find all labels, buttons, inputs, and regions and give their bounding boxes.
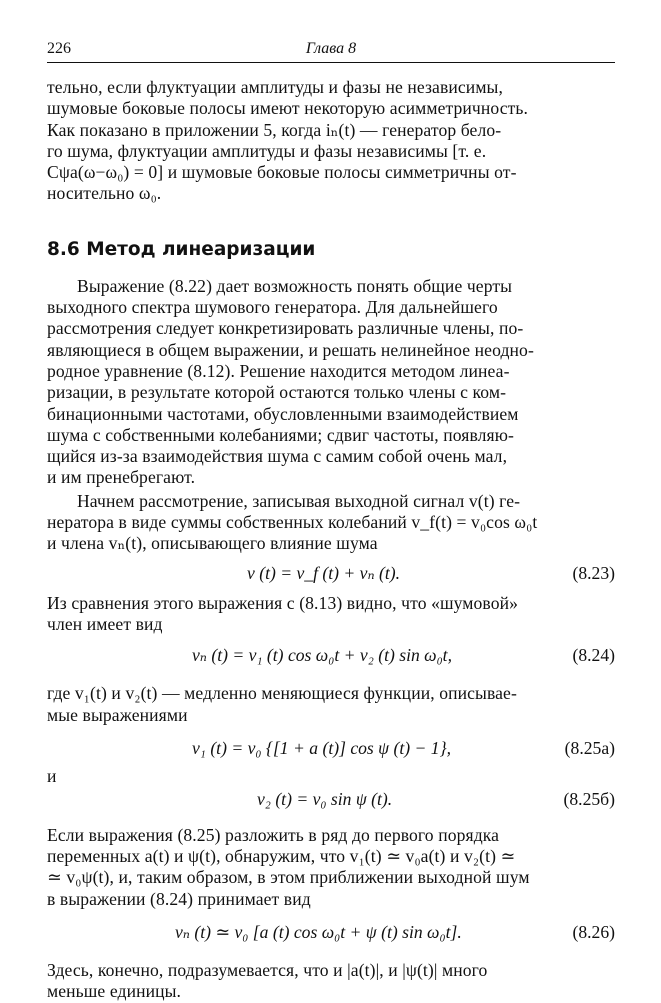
text-line: бинационными частотами, обусловленными взаимодействием [47, 403, 519, 424]
text-line: ризации, в результате которой остаются только члены с ком- [47, 382, 507, 403]
paragraph-4 [47, 683, 615, 726]
text-line: ≃ v₀ψ(t), и, таким образом, в этом приближении выходной шум [47, 867, 530, 888]
text-line: Начнем рассмотрение, записывая выходной сигнал v(t) ге- [77, 490, 521, 511]
text-line: шума с собственными колебаниями; сдвиг частоты, появляю- [47, 424, 514, 445]
intro-paragraph [47, 77, 615, 205]
equation-8-25a [47, 738, 615, 762]
equation-formula: v (t) = v_f (t) + vₙ (t). [247, 562, 400, 583]
equation-formula: vₙ (t) = v₁ (t) cos ω₀t + v₂ (t) sin ω₀t, [192, 645, 452, 666]
equation-number: (8.25б) [563, 788, 615, 809]
text-line: переменных a(t) и ψ(t), обнаружим, что v₁(t) ≃ v₀a(t) и v₂(t) ≃ [47, 846, 516, 867]
text-line: и члена vₙ(t), описывающего влияние шума [47, 533, 378, 554]
text-line: Как показано в приложении 5, когда iₙ(t) — генератор бело- [47, 119, 502, 140]
equation-formula: v₂ (t) = v₀ sin ψ (t). [257, 788, 393, 809]
text-line: тельно, если флуктуации амплитуды и фазы не независимы, [47, 77, 503, 97]
equation-number: (8.24) [572, 645, 615, 666]
equation-number: (8.26) [572, 922, 615, 943]
text-line: щийся из-за взаимодействия шума с самим собой очень мал, [47, 446, 508, 467]
chapter-title: Глава 8 [305, 40, 357, 57]
text-line: в выражении (8.24) принимает вид [47, 888, 311, 909]
text-line: рассмотрения следует конкретизировать различные члены, по- [47, 318, 524, 339]
text-line: меньше единицы. [47, 981, 182, 1002]
text-line: родное уравнение (8.12). Решение находится методом линеа- [47, 360, 510, 381]
section-heading: 8.6 Метод линеаризации [47, 238, 316, 260]
equation-formula: vₙ (t) ≃ v₀ [a (t) cos ω₀t + ψ (t) sin ω₀t]. [175, 922, 462, 943]
equation-8-24 [47, 645, 615, 669]
text-line: нератора в виде суммы собственных колебаний v_f(t) = v₀cos ω₀t [47, 512, 538, 533]
page-header [47, 38, 615, 63]
text-line: и им пренебрегают. [47, 467, 196, 488]
equation-8-26 [47, 922, 615, 946]
paragraph-1 [47, 276, 615, 489]
text-line: Здесь, конечно, подразумевается, что и |a(t)|, и |ψ(t)| много [47, 960, 488, 981]
text-line: Выражение (8.22) дает возможность понять общие черты [77, 275, 513, 296]
page-number: 226 [47, 40, 71, 57]
equation-formula: v₁ (t) = v₀ {[1 + a (t)] cos ψ (t) − 1}, [192, 737, 452, 758]
text-line: мые выражениями [47, 704, 188, 725]
text-line: го шума, флуктуации амплитуды и фазы независимы [т. е. [47, 140, 487, 161]
paragraph-6 [47, 960, 615, 1003]
text-line: выходного спектра шумового генератора. Для дальнейшего [47, 297, 498, 318]
paragraph-5 [47, 825, 615, 910]
book-page [47, 38, 615, 1003]
text-line: член имеет вид [47, 613, 163, 634]
equation-number: (8.25a) [564, 737, 615, 758]
paragraph-2 [47, 491, 615, 555]
text-line: Cψa(ω−ω₀) = 0] и шумовые боковые полосы симметричны от- [47, 162, 517, 183]
text-line: шумовые боковые полосы имеют некоторую асимметричность. [47, 98, 529, 119]
conjunction-and: и [47, 765, 57, 786]
paragraph-3 [47, 593, 615, 636]
text-line: Если выражения (8.25) разложить в ряд до первого порядка [47, 824, 500, 845]
text-line: Из сравнения этого выражения с (8.13) видно, что «шумовой» [47, 592, 519, 613]
equation-number: (8.23) [572, 562, 615, 583]
equation-8-25b [47, 789, 615, 813]
text-line: носительно ω₀. [47, 183, 162, 204]
text-line: являющиеся в общем выражении, и решать нелинейное неодно- [47, 339, 534, 360]
equation-8-23 [47, 563, 615, 587]
text-line: где v₁(t) и v₂(t) — медленно меняющиеся функции, описывае- [47, 683, 517, 704]
